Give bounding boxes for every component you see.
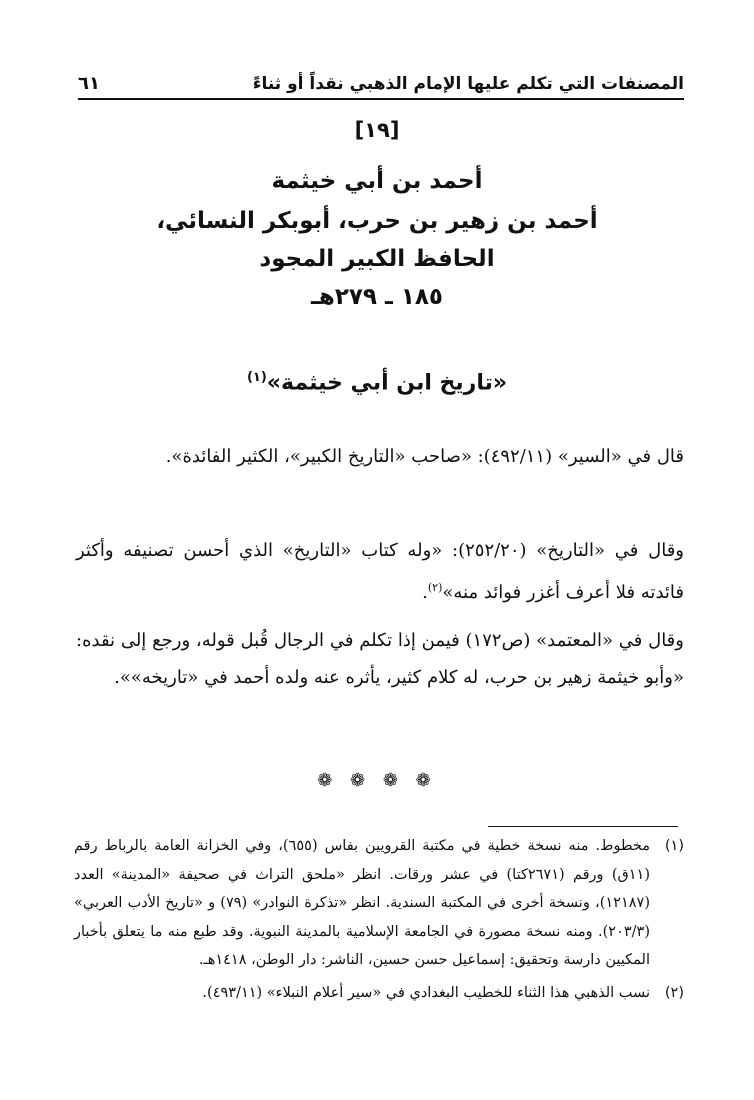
- paragraph-text: قال في «السير» (٤٩٢/١١): «صاحب «التاريخ الكبير»، الكثير الفائدة».: [165, 446, 684, 467]
- entry-number: [١٩]: [354, 118, 400, 142]
- footnote-text: نسب الذهبي هذا الثناء للخطيب البغدادي في «سير أعلام النبلاء» (٤٩٣/١١).: [202, 984, 650, 1001]
- page-header: [78, 60, 684, 100]
- paragraph-siyar: [76, 438, 684, 475]
- footnote-ref-2[interactable]: (٢): [427, 581, 443, 594]
- paragraph-tarikh: [76, 532, 684, 611]
- footnotes: [74, 832, 684, 1011]
- page-number: ٦١: [78, 73, 100, 94]
- author-full-name: أحمد بن زهير بن حرب، أبوبكر النسائي،: [156, 208, 598, 234]
- footnote-text: مخطوط. منه نسخة خطية في مكتبة القرويين بفاس (٦٥٥)، وفي الخزانة العامة بالرباط رقم (١١ق) ورقم (٢٦٧١كتا) في عشر ورقات. انظر «ملحق التراث في صحيفة «المدينة» العدد (١٢١٨٧)، ونسخة أخرى في المكتبة السندية. انظر «تذكرة النوادر» (٧٩) و «تاريخ الأدب العربي» (٢٠٣/٣). ومنه نسخة مصورة في الجامعة الإسلامية بالمدينة النبوية. وقد طبع منه ما يتعلق بأخبار المكيين دارسة وتحقيق: إسماعيل حسن حسين، الناشر: دار الوطن، ١٤١٨هـ.: [74, 838, 650, 968]
- running-title: المصنفات التي تكلم عليها الإمام الذهبي نقداً أو ثناءً: [252, 74, 684, 94]
- author-dates: ١٨٥ ـ ٢٧٩هـ: [311, 284, 443, 310]
- footnote-mark: (٢): [664, 984, 684, 1001]
- book-title-text: «تاريخ ابن أبي خيثمة»: [266, 370, 508, 396]
- footnote-ref-1[interactable]: (١): [246, 370, 267, 385]
- author-name: أحمد بن أبي خيثمة: [271, 168, 483, 194]
- author-epithet: الحافظ الكبير المجود: [259, 246, 495, 272]
- section-separator: ❁ ❁ ❁ ❁: [317, 770, 437, 791]
- footnote-rule: [488, 826, 678, 827]
- footnote-1: [74, 832, 684, 975]
- paragraph-end: .: [422, 582, 428, 603]
- footnote-2: [74, 979, 684, 1008]
- paragraph-text: وقال في «التاريخ» (٢٥٢/٢٠): «وله كتاب «التاريخ» الذي أحسن تصنيفه وأكثر فائدته فلا أعرف أغزر فوائد منه»: [76, 540, 684, 603]
- footnote-mark: (١): [664, 838, 684, 854]
- paragraph-text: وقال في «المعتمد» (ص١٧٢) فيمن إذا تكلم في الرجال قُبل قوله، ورجع إلى نقده: «وأبو خيثمة زهير بن حرب، له كلام كثير، يأثره عنه ولده أحمد في «تاريخه»».: [76, 630, 684, 688]
- paragraph-mutamad: [76, 622, 684, 696]
- book-title: [70, 370, 684, 395]
